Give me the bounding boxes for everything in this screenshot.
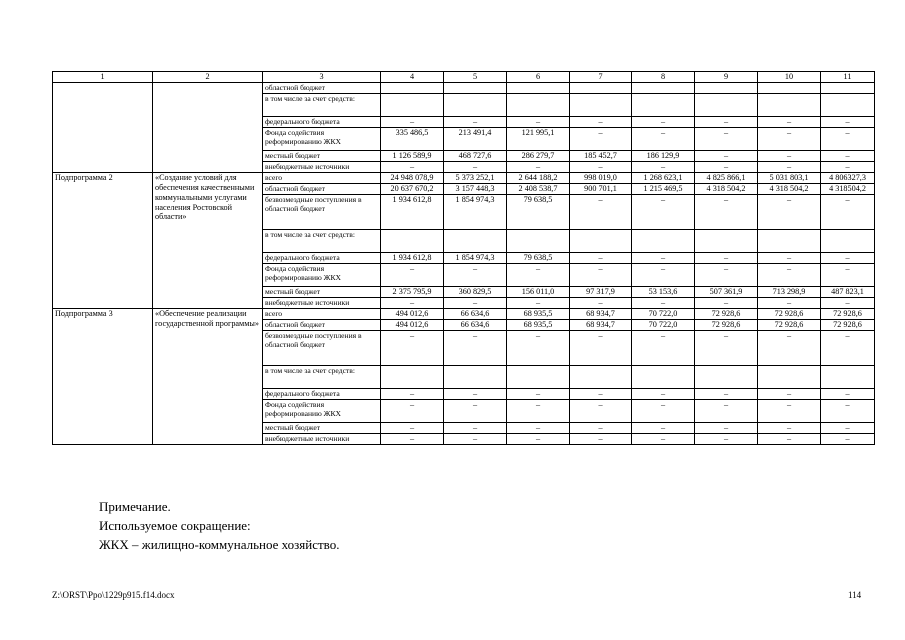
funding-source-cell: в том числе за счет средств:: [263, 230, 381, 253]
amount-cell: –: [695, 253, 758, 264]
amount-cell: –: [632, 389, 695, 400]
amount-cell: [570, 230, 632, 253]
amount-cell: –: [695, 434, 758, 445]
table-row: [53, 83, 875, 94]
amount-cell: –: [632, 253, 695, 264]
amount-cell: –: [632, 264, 695, 287]
amount-cell: –: [695, 151, 758, 162]
amount-cell: [381, 83, 444, 94]
amount-cell: 1 854 974,3: [444, 195, 507, 230]
amount-cell: 20 637 670,2: [381, 184, 444, 195]
amount-cell: 335 486,5: [381, 128, 444, 151]
amount-cell: [570, 83, 632, 94]
amount-cell: 68 935,5: [507, 320, 570, 331]
amount-cell: –: [570, 195, 632, 230]
amount-cell: –: [570, 253, 632, 264]
amount-cell: –: [507, 331, 570, 366]
amount-cell: –: [758, 253, 821, 264]
amount-cell: 5 373 252,1: [444, 173, 507, 184]
amount-cell: –: [758, 162, 821, 173]
amount-cell: [444, 366, 507, 389]
amount-cell: –: [821, 195, 875, 230]
amount-cell: –: [570, 389, 632, 400]
amount-cell: –: [507, 389, 570, 400]
amount-cell: 4 318504,2: [821, 184, 875, 195]
amount-cell: 4 318 504,2: [695, 184, 758, 195]
header-cell: 7: [570, 72, 632, 83]
footer-file-path: Z:\ORST\Ppo\1229p915.f14.docx: [52, 590, 175, 600]
funding-source-cell: в том числе за счет средств:: [263, 94, 381, 117]
amount-cell: 713 298,9: [758, 287, 821, 298]
amount-cell: –: [507, 264, 570, 287]
amount-cell: 72 928,6: [821, 309, 875, 320]
amount-cell: –: [444, 434, 507, 445]
header-cell: 1: [53, 72, 153, 83]
amount-cell: –: [695, 264, 758, 287]
note-block: [99, 497, 339, 554]
amount-cell: 900 701,1: [570, 184, 632, 195]
amount-cell: 1 268 623,1: [632, 173, 695, 184]
amount-cell: 186 129,9: [632, 151, 695, 162]
amount-cell: 4 318 504,2: [758, 184, 821, 195]
amount-cell: –: [381, 298, 444, 309]
amount-cell: –: [444, 162, 507, 173]
amount-cell: –: [758, 434, 821, 445]
amount-cell: 185 452,7: [570, 151, 632, 162]
amount-cell: –: [381, 264, 444, 287]
amount-cell: –: [507, 298, 570, 309]
amount-cell: [758, 230, 821, 253]
amount-cell: –: [632, 128, 695, 151]
amount-cell: –: [444, 423, 507, 434]
funding-source-cell: безвозмездные поступления в областной бюджет: [263, 195, 381, 230]
amount-cell: –: [381, 162, 444, 173]
amount-cell: [821, 83, 875, 94]
amount-cell: 213 491,4: [444, 128, 507, 151]
amount-cell: [507, 83, 570, 94]
funding-source-cell: в том числе за счет средств:: [263, 366, 381, 389]
amount-cell: [632, 366, 695, 389]
table-row: [53, 309, 875, 320]
amount-cell: –: [381, 434, 444, 445]
amount-cell: –: [695, 117, 758, 128]
amount-cell: 66 634,6: [444, 320, 507, 331]
amount-cell: [695, 366, 758, 389]
amount-cell: [381, 366, 444, 389]
header-cell: 5: [444, 72, 507, 83]
amount-cell: –: [758, 195, 821, 230]
amount-cell: 68 934,7: [570, 309, 632, 320]
amount-cell: –: [507, 400, 570, 423]
program-name-cell: [53, 83, 153, 173]
amount-cell: –: [821, 423, 875, 434]
amount-cell: –: [632, 162, 695, 173]
amount-cell: –: [507, 434, 570, 445]
amount-cell: 4 806327,3: [821, 173, 875, 184]
amount-cell: –: [821, 400, 875, 423]
funding-source-cell: федерального бюджета: [263, 389, 381, 400]
table-row: [53, 173, 875, 184]
funding-source-cell: областной бюджет: [263, 184, 381, 195]
amount-cell: 70 722,0: [632, 309, 695, 320]
amount-cell: 487 823,1: [821, 287, 875, 298]
amount-cell: –: [381, 389, 444, 400]
amount-cell: 121 995,1: [507, 128, 570, 151]
amount-cell: 72 928,6: [758, 309, 821, 320]
header-row: [53, 72, 875, 83]
amount-cell: –: [695, 331, 758, 366]
funding-source-cell: областной бюджет: [263, 83, 381, 94]
page-number: 114: [848, 590, 862, 600]
header-cell: 10: [758, 72, 821, 83]
amount-cell: [444, 83, 507, 94]
header-cell: 8: [632, 72, 695, 83]
amount-cell: [507, 230, 570, 253]
header-cell: 4: [381, 72, 444, 83]
amount-cell: 79 638,5: [507, 253, 570, 264]
amount-cell: [381, 94, 444, 117]
header-cell: 2: [153, 72, 263, 83]
amount-cell: –: [632, 400, 695, 423]
amount-cell: –: [821, 151, 875, 162]
amount-cell: 4 825 866,1: [695, 173, 758, 184]
amount-cell: 68 934,7: [570, 320, 632, 331]
amount-cell: 68 935,5: [507, 309, 570, 320]
program-title-cell: [153, 83, 263, 173]
amount-cell: –: [570, 331, 632, 366]
amount-cell: –: [632, 423, 695, 434]
amount-cell: –: [570, 423, 632, 434]
amount-cell: 156 011,0: [507, 287, 570, 298]
amount-cell: –: [695, 298, 758, 309]
amount-cell: –: [507, 423, 570, 434]
amount-cell: –: [570, 400, 632, 423]
program-title-cell: «Создание условий для обеспечения качественными коммунальными услугами населения Ростовской области»: [153, 173, 263, 309]
amount-cell: [695, 230, 758, 253]
amount-cell: –: [632, 331, 695, 366]
funding-source-cell: федерального бюджета: [263, 253, 381, 264]
amount-cell: 1 215 469,5: [632, 184, 695, 195]
amount-cell: [758, 83, 821, 94]
amount-cell: 494 012,6: [381, 320, 444, 331]
amount-cell: –: [632, 298, 695, 309]
amount-cell: [507, 366, 570, 389]
amount-cell: 1 934 612,8: [381, 253, 444, 264]
funding-source-cell: внебюджетные источники: [263, 298, 381, 309]
amount-cell: 1 854 974,3: [444, 253, 507, 264]
amount-cell: –: [444, 331, 507, 366]
amount-cell: –: [570, 434, 632, 445]
amount-cell: [632, 94, 695, 117]
amount-cell: –: [381, 117, 444, 128]
amount-cell: –: [570, 162, 632, 173]
amount-cell: –: [381, 331, 444, 366]
funding-source-cell: Фонда содействия реформированию ЖКХ: [263, 264, 381, 287]
amount-cell: –: [444, 117, 507, 128]
amount-cell: –: [381, 423, 444, 434]
note-abbrev-heading: Используемое сокращение:: [99, 518, 251, 533]
funding-source-cell: Фонда содействия реформированию ЖКХ: [263, 128, 381, 151]
amount-cell: –: [695, 162, 758, 173]
amount-cell: –: [758, 331, 821, 366]
funding-source-cell: местный бюджет: [263, 287, 381, 298]
amount-cell: 286 279,7: [507, 151, 570, 162]
amount-cell: 2 375 795,9: [381, 287, 444, 298]
amount-cell: 1 126 589,9: [381, 151, 444, 162]
amount-cell: [444, 94, 507, 117]
note-abbrev-line: ЖКХ – жилищно-коммунальное хозяйство.: [99, 537, 340, 552]
amount-cell: –: [695, 389, 758, 400]
amount-cell: [821, 366, 875, 389]
amount-cell: [695, 83, 758, 94]
program-name-cell: Подпрограмма 2: [53, 173, 153, 309]
amount-cell: 72 928,6: [758, 320, 821, 331]
amount-cell: –: [570, 117, 632, 128]
amount-cell: –: [758, 389, 821, 400]
funding-source-cell: местный бюджет: [263, 423, 381, 434]
amount-cell: –: [821, 389, 875, 400]
amount-cell: –: [444, 298, 507, 309]
amount-cell: –: [570, 298, 632, 309]
funding-table: [52, 71, 875, 445]
amount-cell: –: [758, 264, 821, 287]
funding-source-cell: федерального бюджета: [263, 117, 381, 128]
amount-cell: –: [758, 117, 821, 128]
amount-cell: –: [758, 423, 821, 434]
funding-source-cell: местный бюджет: [263, 151, 381, 162]
amount-cell: 1 934 612,8: [381, 195, 444, 230]
amount-cell: –: [444, 264, 507, 287]
amount-cell: 468 727,6: [444, 151, 507, 162]
amount-cell: –: [821, 298, 875, 309]
amount-cell: –: [821, 128, 875, 151]
amount-cell: –: [821, 434, 875, 445]
funding-source-cell: внебюджетные источники: [263, 434, 381, 445]
amount-cell: –: [632, 434, 695, 445]
amount-cell: [758, 366, 821, 389]
amount-cell: –: [695, 400, 758, 423]
amount-cell: –: [821, 331, 875, 366]
amount-cell: [632, 230, 695, 253]
funding-source-cell: областной бюджет: [263, 320, 381, 331]
amount-cell: 97 317,9: [570, 287, 632, 298]
amount-cell: –: [758, 400, 821, 423]
amount-cell: –: [632, 195, 695, 230]
program-title-cell: «Обеспечение реализации государственной программы»: [153, 309, 263, 445]
amount-cell: –: [821, 162, 875, 173]
amount-cell: –: [758, 128, 821, 151]
amount-cell: 5 031 803,1: [758, 173, 821, 184]
amount-cell: –: [695, 128, 758, 151]
amount-cell: –: [570, 264, 632, 287]
amount-cell: –: [507, 117, 570, 128]
amount-cell: –: [507, 162, 570, 173]
amount-cell: [695, 94, 758, 117]
amount-cell: [821, 94, 875, 117]
amount-cell: 494 012,6: [381, 309, 444, 320]
amount-cell: –: [758, 298, 821, 309]
amount-cell: 2 644 188,2: [507, 173, 570, 184]
header-cell: 9: [695, 72, 758, 83]
table-body: [53, 72, 875, 445]
amount-cell: 360 829,5: [444, 287, 507, 298]
amount-cell: [444, 230, 507, 253]
amount-cell: 72 928,6: [695, 309, 758, 320]
amount-cell: [758, 94, 821, 117]
header-cell: 6: [507, 72, 570, 83]
note-heading: Примечание.: [99, 499, 171, 514]
amount-cell: 79 638,5: [507, 195, 570, 230]
amount-cell: 70 722,0: [632, 320, 695, 331]
funding-source-cell: внебюджетные источники: [263, 162, 381, 173]
program-name-cell: Подпрограмма 3: [53, 309, 153, 445]
amount-cell: –: [821, 253, 875, 264]
funding-source-cell: всего: [263, 309, 381, 320]
amount-cell: –: [758, 151, 821, 162]
amount-cell: –: [381, 400, 444, 423]
amount-cell: 66 634,6: [444, 309, 507, 320]
amount-cell: –: [570, 128, 632, 151]
amount-cell: 998 019,0: [570, 173, 632, 184]
amount-cell: [570, 94, 632, 117]
amount-cell: –: [821, 117, 875, 128]
amount-cell: [821, 230, 875, 253]
amount-cell: 2 408 538,7: [507, 184, 570, 195]
amount-cell: 507 361,9: [695, 287, 758, 298]
amount-cell: –: [695, 423, 758, 434]
header-cell: 3: [263, 72, 381, 83]
header-cell: 11: [821, 72, 875, 83]
amount-cell: –: [444, 389, 507, 400]
amount-cell: 24 948 078,9: [381, 173, 444, 184]
funding-source-cell: безвозмездные поступления в областной бюджет: [263, 331, 381, 366]
amount-cell: [632, 83, 695, 94]
amount-cell: 53 153,6: [632, 287, 695, 298]
amount-cell: [381, 230, 444, 253]
amount-cell: 3 157 448,3: [444, 184, 507, 195]
funding-source-cell: Фонда содействия реформированию ЖКХ: [263, 400, 381, 423]
amount-cell: –: [821, 264, 875, 287]
amount-cell: –: [695, 195, 758, 230]
amount-cell: 72 928,6: [695, 320, 758, 331]
amount-cell: 72 928,6: [821, 320, 875, 331]
amount-cell: [570, 366, 632, 389]
funding-source-cell: всего: [263, 173, 381, 184]
amount-cell: [507, 94, 570, 117]
amount-cell: –: [632, 117, 695, 128]
amount-cell: –: [444, 400, 507, 423]
